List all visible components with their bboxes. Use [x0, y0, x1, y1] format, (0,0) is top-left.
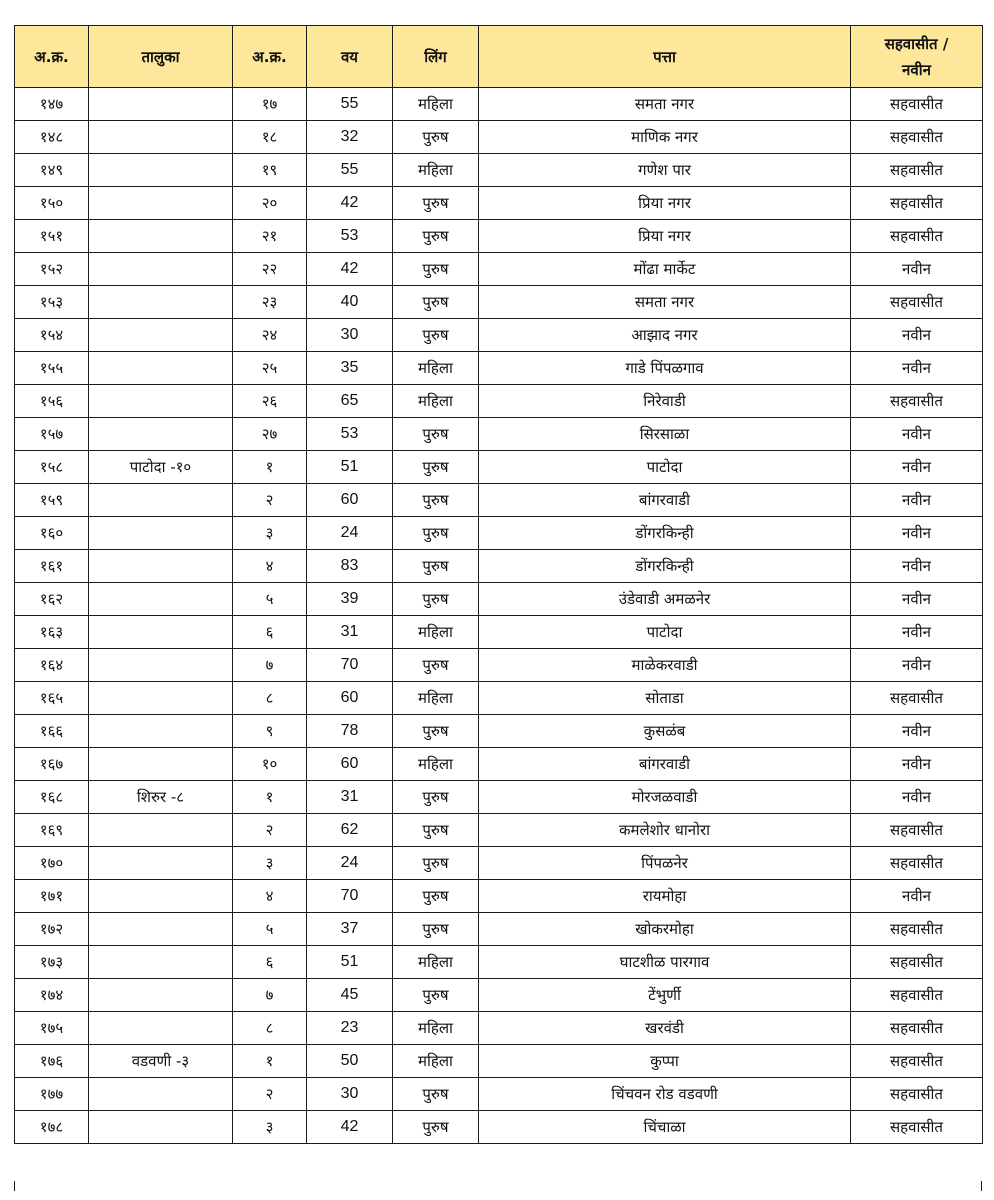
cell-serial: १५४ [15, 319, 89, 352]
cell-serial: १४८ [15, 121, 89, 154]
cell-gender: महिला [393, 748, 479, 781]
cell-sub-serial: ७ [233, 979, 307, 1012]
cell-age: 35 [307, 352, 393, 385]
cell-sub-serial: २५ [233, 352, 307, 385]
cell-sub-serial: २ [233, 814, 307, 847]
cell-status: सहवासीत [851, 385, 983, 418]
cell-age: 24 [307, 517, 393, 550]
cell-gender: पुरुष [393, 484, 479, 517]
cell-serial: १६२ [15, 583, 89, 616]
cell-address: खरवंडी [479, 1012, 851, 1045]
cell-serial: १७० [15, 847, 89, 880]
cell-gender: पुरुष [393, 847, 479, 880]
cell-gender: पुरुष [393, 979, 479, 1012]
cell-serial: १५७ [15, 418, 89, 451]
cell-sub-serial: २६ [233, 385, 307, 418]
table-row [15, 220, 983, 253]
cell-serial: १५१ [15, 220, 89, 253]
cell-sub-serial: ३ [233, 1111, 307, 1144]
cell-gender: पुरुष [393, 715, 479, 748]
table-row [15, 1111, 983, 1144]
cell-status: नवीन [851, 550, 983, 583]
cell-sub-serial: २ [233, 484, 307, 517]
cell-status: सहवासीत [851, 814, 983, 847]
cell-serial: १७१ [15, 880, 89, 913]
cell-serial: १६९ [15, 814, 89, 847]
cell-age: 83 [307, 550, 393, 583]
cell-gender: पुरुष [393, 781, 479, 814]
cell-serial: १६१ [15, 550, 89, 583]
cell-age: 37 [307, 913, 393, 946]
cell-address: माणिक नगर [479, 121, 851, 154]
cell-status: नवीन [851, 616, 983, 649]
cell-address: माळेकरवाडी [479, 649, 851, 682]
cell-taluka [89, 946, 233, 979]
cell-status: नवीन [851, 649, 983, 682]
cell-gender: पुरुष [393, 583, 479, 616]
cell-sub-serial: ५ [233, 913, 307, 946]
cell-address: मोरजळवाडी [479, 781, 851, 814]
cell-status: नवीन [851, 748, 983, 781]
cell-taluka: शिरुर -८ [89, 781, 233, 814]
header-sub-serial: अ.क्र. [233, 26, 307, 88]
cell-age: 55 [307, 154, 393, 187]
cell-gender: पुरुष [393, 880, 479, 913]
table-row [15, 451, 983, 484]
cell-age: 53 [307, 220, 393, 253]
cell-age: 42 [307, 253, 393, 286]
cell-address: निरेवाडी [479, 385, 851, 418]
cell-status: सहवासीत [851, 913, 983, 946]
cell-taluka [89, 550, 233, 583]
table-row [15, 1078, 983, 1111]
table-row [15, 88, 983, 121]
cell-sub-serial: ८ [233, 1012, 307, 1045]
cell-status: सहवासीत [851, 946, 983, 979]
cell-gender: महिला [393, 946, 479, 979]
cell-gender: पुरुष [393, 253, 479, 286]
cell-taluka [89, 352, 233, 385]
table-row [15, 550, 983, 583]
cell-age: 78 [307, 715, 393, 748]
cell-address: गाडे पिंपळगाव [479, 352, 851, 385]
cell-taluka [89, 121, 233, 154]
cell-taluka: वडवणी -३ [89, 1045, 233, 1078]
cell-gender: महिला [393, 88, 479, 121]
table-body [15, 88, 983, 1144]
table-row [15, 748, 983, 781]
cell-taluka [89, 1012, 233, 1045]
cell-sub-serial: २२ [233, 253, 307, 286]
cell-serial: १६६ [15, 715, 89, 748]
cell-sub-serial: २ [233, 1078, 307, 1111]
cell-gender: महिला [393, 616, 479, 649]
cell-taluka [89, 682, 233, 715]
table-row [15, 979, 983, 1012]
cell-gender: पुरुष [393, 451, 479, 484]
table-row [15, 517, 983, 550]
cell-serial: १५९ [15, 484, 89, 517]
cell-taluka [89, 979, 233, 1012]
cell-taluka [89, 253, 233, 286]
cell-status: सहवासीत [851, 1012, 983, 1045]
cell-taluka [89, 154, 233, 187]
cell-taluka [89, 220, 233, 253]
cell-status: नवीन [851, 880, 983, 913]
cell-sub-serial: २१ [233, 220, 307, 253]
table-row [15, 286, 983, 319]
header-address: पत्ता [479, 26, 851, 88]
cell-status: सहवासीत [851, 1078, 983, 1111]
cell-address: सोताडा [479, 682, 851, 715]
cell-sub-serial: १० [233, 748, 307, 781]
cell-status: नवीन [851, 781, 983, 814]
cell-taluka: पाटोदा -१० [89, 451, 233, 484]
table-row [15, 418, 983, 451]
cell-address: गणेश पार [479, 154, 851, 187]
cell-serial: १६५ [15, 682, 89, 715]
cell-age: 60 [307, 682, 393, 715]
cell-serial: १५६ [15, 385, 89, 418]
cell-gender: पुरुष [393, 550, 479, 583]
cell-sub-serial: २३ [233, 286, 307, 319]
cell-gender: महिला [393, 385, 479, 418]
cell-gender: महिला [393, 1012, 479, 1045]
table-row [15, 319, 983, 352]
table-row [15, 913, 983, 946]
cell-taluka [89, 583, 233, 616]
cell-gender: महिला [393, 682, 479, 715]
cell-status: सहवासीत [851, 1045, 983, 1078]
table-row [15, 649, 983, 682]
cell-age: 39 [307, 583, 393, 616]
cell-taluka [89, 715, 233, 748]
table-row [15, 385, 983, 418]
cell-address: कमलेशोर धानोरा [479, 814, 851, 847]
cell-age: 45 [307, 979, 393, 1012]
cell-serial: १५० [15, 187, 89, 220]
cell-gender: महिला [393, 1045, 479, 1078]
cell-age: 51 [307, 946, 393, 979]
cell-address: पाटोदा [479, 616, 851, 649]
table-row [15, 352, 983, 385]
cell-sub-serial: १ [233, 1045, 307, 1078]
cell-gender: पुरुष [393, 1078, 479, 1111]
cell-sub-serial: ७ [233, 649, 307, 682]
cell-gender: पुरुष [393, 319, 479, 352]
table-row [15, 1045, 983, 1078]
cell-age: 31 [307, 781, 393, 814]
cell-address: मोंढा मार्केट [479, 253, 851, 286]
cell-sub-serial: २७ [233, 418, 307, 451]
cell-status: सहवासीत [851, 187, 983, 220]
cell-taluka [89, 814, 233, 847]
cell-serial: १७४ [15, 979, 89, 1012]
cell-status: सहवासीत [851, 154, 983, 187]
cell-address: समता नगर [479, 286, 851, 319]
cell-taluka [89, 286, 233, 319]
header-gender: लिंग [393, 26, 479, 88]
header-row [15, 26, 983, 88]
cell-status: सहवासीत [851, 121, 983, 154]
table-row [15, 187, 983, 220]
cell-address: चिंचवन रोड वडवणी [479, 1078, 851, 1111]
cell-age: 24 [307, 847, 393, 880]
cell-gender: पुरुष [393, 220, 479, 253]
header-age: वय [307, 26, 393, 88]
table-row [15, 154, 983, 187]
table-header [15, 26, 983, 88]
table-row [15, 682, 983, 715]
cell-taluka [89, 913, 233, 946]
cell-taluka [89, 418, 233, 451]
cell-age: 51 [307, 451, 393, 484]
cell-status: सहवासीत [851, 286, 983, 319]
cell-age: 53 [307, 418, 393, 451]
cell-status: नवीन [851, 418, 983, 451]
cell-serial: १६० [15, 517, 89, 550]
cell-sub-serial: १ [233, 451, 307, 484]
cell-address: समता नगर [479, 88, 851, 121]
cell-serial: १६७ [15, 748, 89, 781]
cell-age: 70 [307, 880, 393, 913]
cell-sub-serial: २४ [233, 319, 307, 352]
cell-status: सहवासीत [851, 88, 983, 121]
patient-table [14, 25, 983, 1144]
cell-sub-serial: ३ [233, 847, 307, 880]
cell-status: नवीन [851, 715, 983, 748]
cell-sub-serial: १८ [233, 121, 307, 154]
table-row [15, 616, 983, 649]
cell-age: 70 [307, 649, 393, 682]
table-row [15, 880, 983, 913]
cell-taluka [89, 187, 233, 220]
header-taluka: तालुका [89, 26, 233, 88]
cell-status: नवीन [851, 253, 983, 286]
cell-sub-serial: ४ [233, 880, 307, 913]
cell-address: डोंगरकिन्ही [479, 550, 851, 583]
cell-serial: १७८ [15, 1111, 89, 1144]
cell-status: नवीन [851, 517, 983, 550]
cell-address: कुसळंब [479, 715, 851, 748]
cell-status: नवीन [851, 583, 983, 616]
cell-age: 55 [307, 88, 393, 121]
cell-sub-serial: ८ [233, 682, 307, 715]
cell-sub-serial: १७ [233, 88, 307, 121]
cell-age: 60 [307, 748, 393, 781]
cell-gender: पुरुष [393, 418, 479, 451]
cell-taluka [89, 484, 233, 517]
cell-status: सहवासीत [851, 220, 983, 253]
cell-gender: पुरुष [393, 1111, 479, 1144]
table-row [15, 814, 983, 847]
cell-gender: पुरुष [393, 814, 479, 847]
cell-age: 30 [307, 319, 393, 352]
table-row [15, 583, 983, 616]
table-row [15, 253, 983, 286]
header-status [851, 26, 983, 88]
header-status-line1: सहवासीत / [884, 34, 949, 53]
cell-gender: महिला [393, 154, 479, 187]
table-row [15, 1012, 983, 1045]
cell-address: चिंचाळा [479, 1111, 851, 1144]
cell-address: सिरसाळा [479, 418, 851, 451]
cell-address: टेंभुर्णी [479, 979, 851, 1012]
cell-serial: १७२ [15, 913, 89, 946]
cell-taluka [89, 385, 233, 418]
patient-table-container [14, 25, 983, 1144]
cell-address: रायमोहा [479, 880, 851, 913]
cell-serial: १६४ [15, 649, 89, 682]
cell-gender: पुरुष [393, 913, 479, 946]
cell-taluka [89, 616, 233, 649]
cell-status: नवीन [851, 484, 983, 517]
cell-age: 40 [307, 286, 393, 319]
cell-taluka [89, 1078, 233, 1111]
cell-address: उंडेवाडी अमळनेर [479, 583, 851, 616]
cell-status: नवीन [851, 352, 983, 385]
cell-sub-serial: १ [233, 781, 307, 814]
cell-sub-serial: ९ [233, 715, 307, 748]
cell-age: 50 [307, 1045, 393, 1078]
cell-address: घाटशीळ पारगाव [479, 946, 851, 979]
table-row [15, 946, 983, 979]
cell-address: बांगरवाडी [479, 484, 851, 517]
cell-serial: १५२ [15, 253, 89, 286]
cell-address: पिंपळनेर [479, 847, 851, 880]
table-row [15, 715, 983, 748]
cell-sub-serial: २० [233, 187, 307, 220]
cell-sub-serial: ६ [233, 946, 307, 979]
cell-address: डोंगरकिन्ही [479, 517, 851, 550]
cell-serial: १६३ [15, 616, 89, 649]
cell-gender: पुरुष [393, 286, 479, 319]
cell-age: 65 [307, 385, 393, 418]
cell-address: पाटोदा [479, 451, 851, 484]
cell-serial: १५८ [15, 451, 89, 484]
cell-age: 42 [307, 187, 393, 220]
cell-age: 23 [307, 1012, 393, 1045]
cell-sub-serial: ३ [233, 517, 307, 550]
cell-taluka [89, 517, 233, 550]
cell-status: सहवासीत [851, 847, 983, 880]
cell-age: 60 [307, 484, 393, 517]
cell-age: 42 [307, 1111, 393, 1144]
cell-address: प्रिया नगर [479, 187, 851, 220]
cell-status: सहवासीत [851, 979, 983, 1012]
table-row [15, 781, 983, 814]
cell-sub-serial: ५ [233, 583, 307, 616]
cell-serial: १७३ [15, 946, 89, 979]
cell-taluka [89, 88, 233, 121]
cell-sub-serial: ६ [233, 616, 307, 649]
cell-age: 62 [307, 814, 393, 847]
cell-gender: महिला [393, 352, 479, 385]
cell-serial: १६८ [15, 781, 89, 814]
cell-taluka [89, 847, 233, 880]
cell-serial: १७७ [15, 1078, 89, 1111]
cell-taluka [89, 1111, 233, 1144]
cell-address: कुप्पा [479, 1045, 851, 1078]
cell-serial: १४७ [15, 88, 89, 121]
cell-age: 31 [307, 616, 393, 649]
cell-address: प्रिया नगर [479, 220, 851, 253]
cell-sub-serial: ४ [233, 550, 307, 583]
table-row [15, 847, 983, 880]
cell-taluka [89, 319, 233, 352]
cell-serial: १७६ [15, 1045, 89, 1078]
cell-status: नवीन [851, 451, 983, 484]
header-serial: अ.क्र. [15, 26, 89, 88]
cell-serial: १४९ [15, 154, 89, 187]
cell-gender: पुरुष [393, 517, 479, 550]
table-row [15, 484, 983, 517]
cell-status: सहवासीत [851, 682, 983, 715]
cell-gender: पुरुष [393, 649, 479, 682]
cell-age: 30 [307, 1078, 393, 1111]
cell-serial: १७५ [15, 1012, 89, 1045]
table-continuation [14, 1181, 982, 1191]
cell-serial: १५५ [15, 352, 89, 385]
cell-status: सहवासीत [851, 1111, 983, 1144]
cell-address: आझाद नगर [479, 319, 851, 352]
cell-sub-serial: १९ [233, 154, 307, 187]
header-status-line2: नवीन [902, 60, 931, 79]
cell-age: 32 [307, 121, 393, 154]
table-row [15, 121, 983, 154]
cell-gender: पुरुष [393, 121, 479, 154]
cell-address: बांगरवाडी [479, 748, 851, 781]
cell-serial: १५३ [15, 286, 89, 319]
cell-taluka [89, 880, 233, 913]
cell-address: खोकरमोहा [479, 913, 851, 946]
cell-taluka [89, 649, 233, 682]
cell-gender: पुरुष [393, 187, 479, 220]
cell-taluka [89, 748, 233, 781]
cell-status: नवीन [851, 319, 983, 352]
